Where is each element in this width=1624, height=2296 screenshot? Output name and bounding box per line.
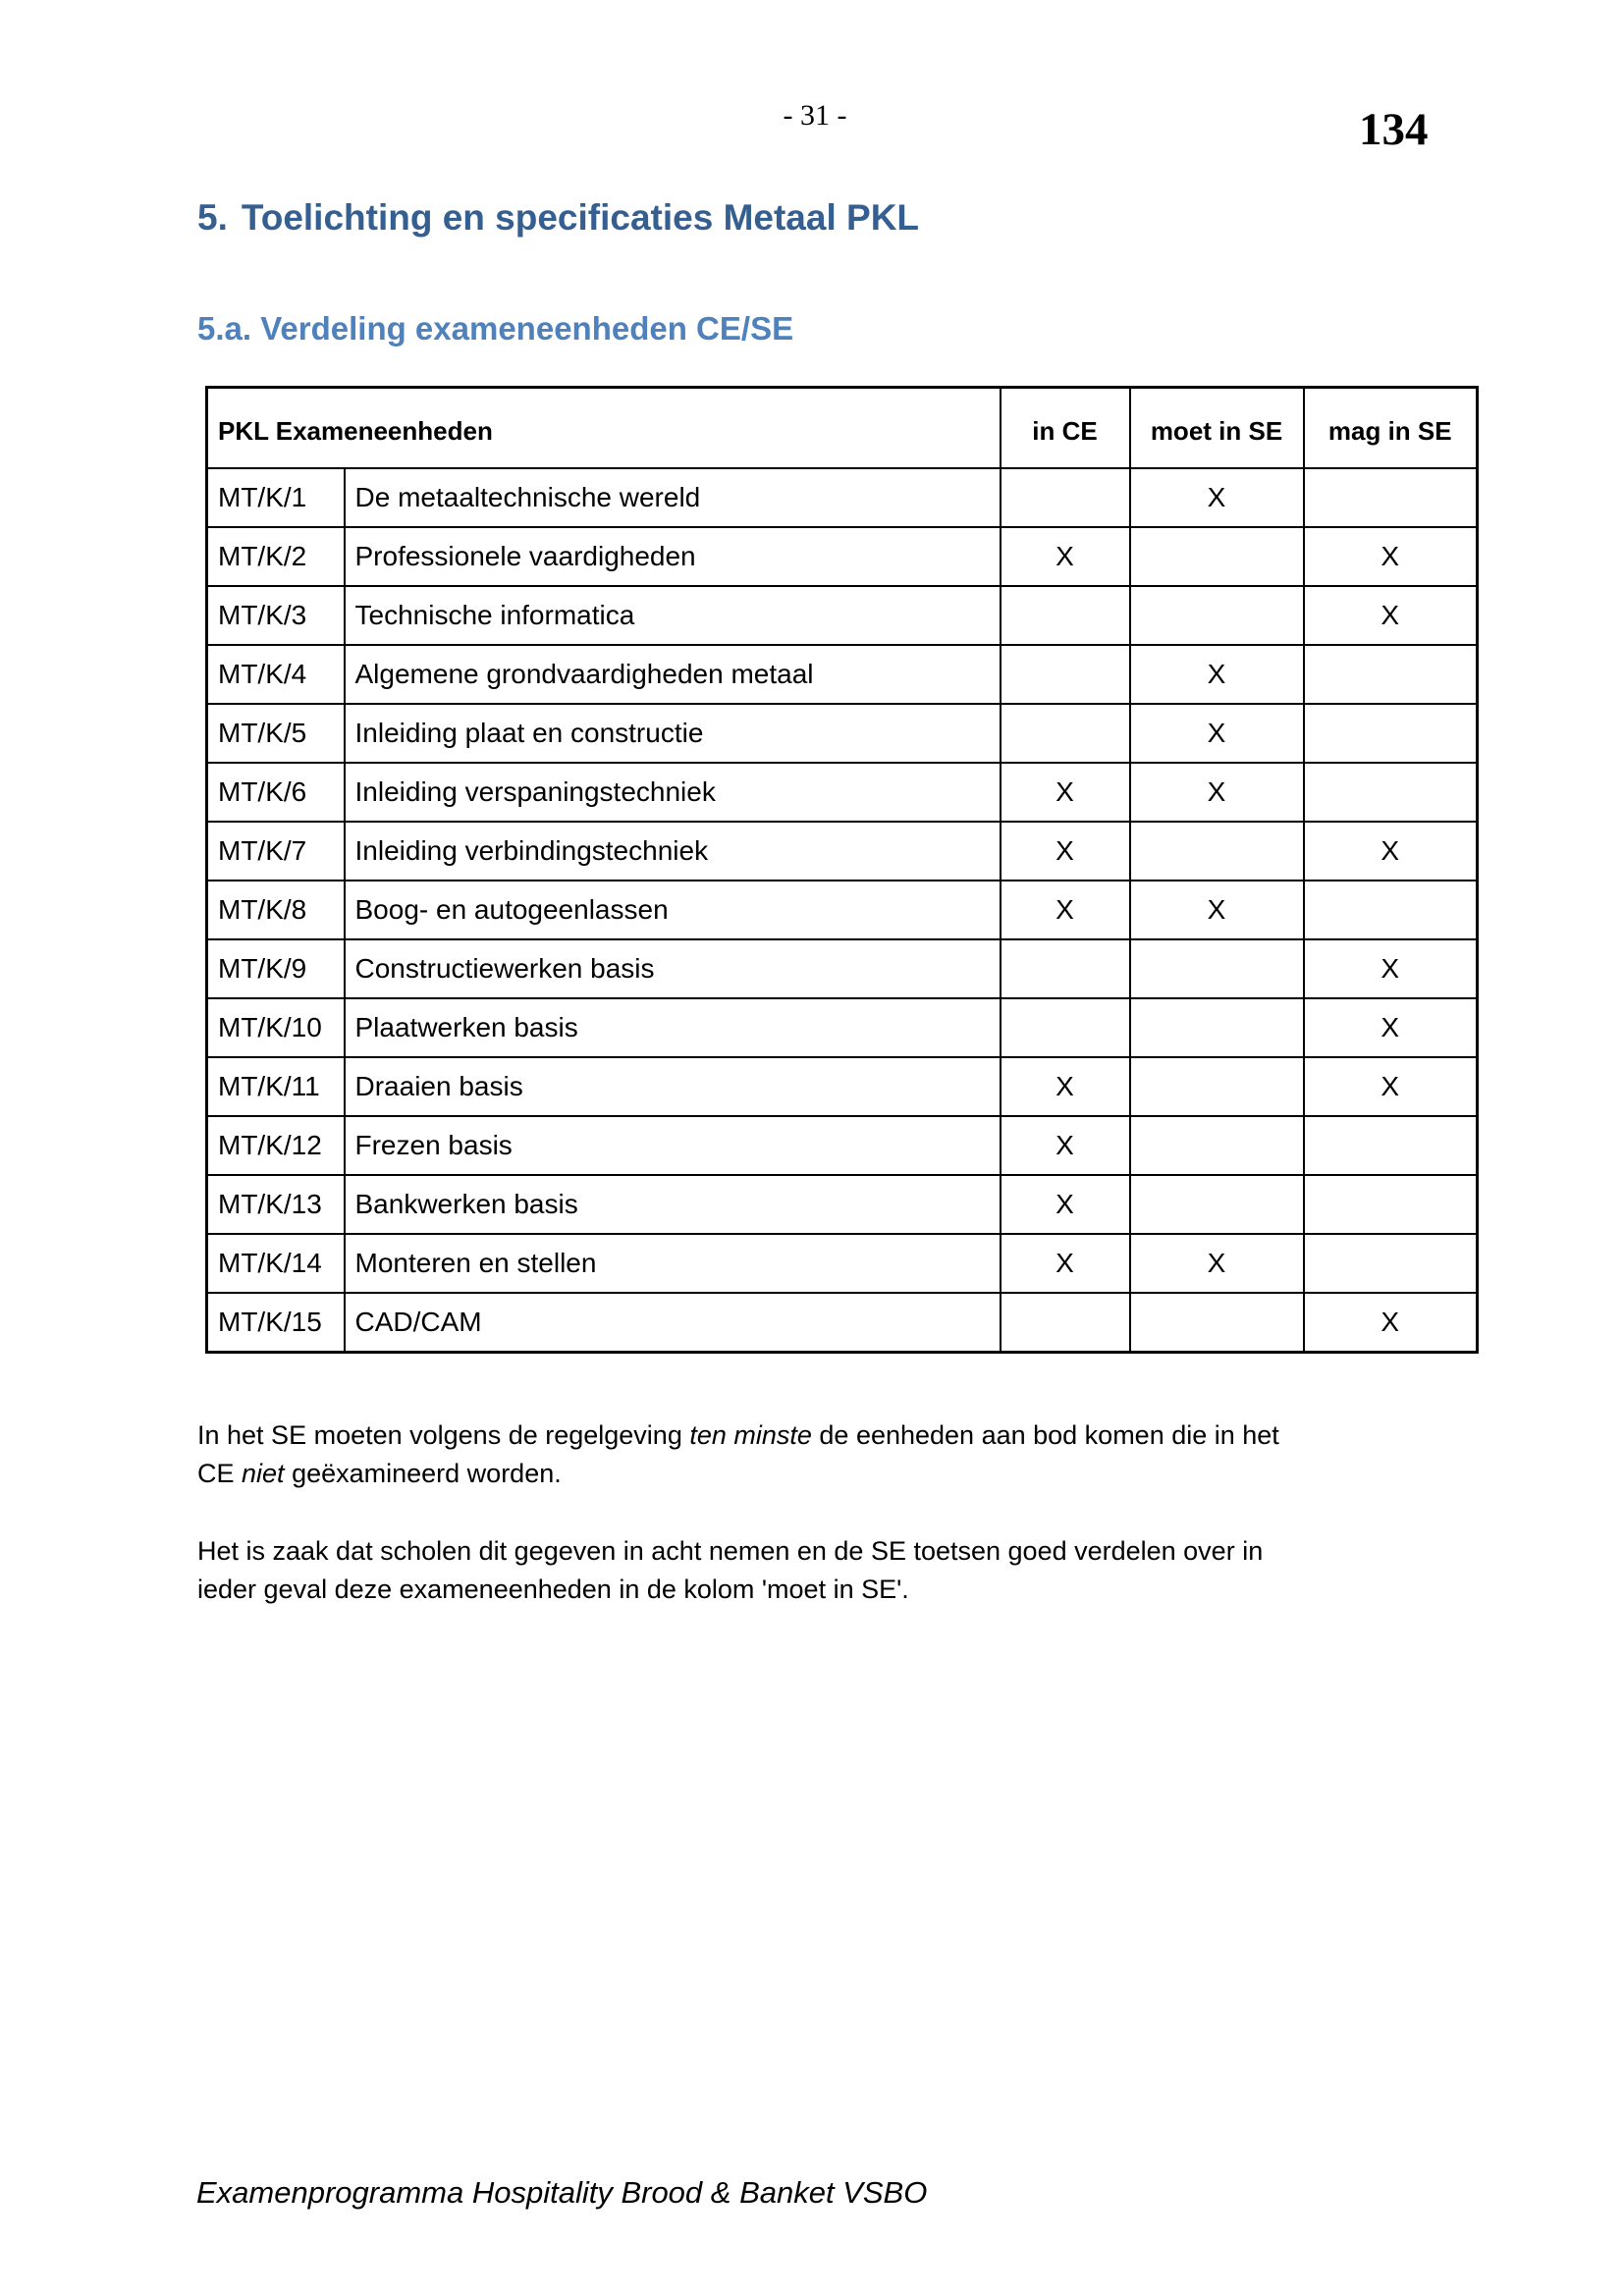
unit-name-cell: De metaaltechnische wereld bbox=[345, 468, 1001, 527]
column-header-units: PKL Exameneenheden bbox=[207, 388, 1001, 469]
table-row bbox=[207, 704, 1478, 763]
in-ce-cell bbox=[1001, 939, 1130, 998]
mag-in-se-cell bbox=[1304, 763, 1478, 822]
table-row bbox=[207, 822, 1478, 881]
table-row bbox=[207, 527, 1478, 586]
unit-code-cell: MT/K/8 bbox=[207, 881, 345, 939]
page-footer: Examenprogramma Hospitality Brood & Banket VSBO bbox=[196, 2175, 928, 2210]
mag-in-se-cell bbox=[1304, 1175, 1478, 1234]
unit-name-cell: Algemene grondvaardigheden metaal bbox=[345, 645, 1001, 704]
text-run: In het SE moeten volgens de regelgeving bbox=[197, 1420, 690, 1450]
table-row bbox=[207, 1175, 1478, 1234]
moet-in-se-cell bbox=[1130, 527, 1304, 586]
unit-name-cell: Constructiewerken basis bbox=[345, 939, 1001, 998]
in-ce-cell: X bbox=[1001, 1234, 1130, 1293]
unit-name-cell: CAD/CAM bbox=[345, 1293, 1001, 1353]
exam-units-table bbox=[205, 386, 1479, 1354]
in-ce-cell bbox=[1001, 704, 1130, 763]
table-row bbox=[207, 1057, 1478, 1116]
column-header-moet-in-se: moet in SE bbox=[1130, 388, 1304, 469]
section-title: Toelichting en specificaties Metaal PKL bbox=[241, 197, 920, 238]
unit-name-cell: Draaien basis bbox=[345, 1057, 1001, 1116]
section-heading bbox=[197, 194, 919, 241]
moet-in-se-cell: X bbox=[1130, 1234, 1304, 1293]
unit-name-cell: Professionele vaardigheden bbox=[345, 527, 1001, 586]
mag-in-se-cell bbox=[1304, 1116, 1478, 1175]
table-row bbox=[207, 998, 1478, 1057]
unit-code-cell: MT/K/11 bbox=[207, 1057, 345, 1116]
moet-in-se-cell bbox=[1130, 939, 1304, 998]
text-run: de eenheden aan bod komen die in het bbox=[811, 1420, 1279, 1450]
unit-code-cell: MT/K/14 bbox=[207, 1234, 345, 1293]
in-ce-cell: X bbox=[1001, 527, 1130, 586]
paragraph-2-line-2: ieder geval deze exameneenheden in de kolom 'moet in SE'. bbox=[197, 1575, 909, 1604]
page-number: - 31 - bbox=[783, 99, 847, 132]
paragraph-1-line-2 bbox=[197, 1455, 562, 1493]
in-ce-cell bbox=[1001, 998, 1130, 1057]
in-ce-cell bbox=[1001, 1293, 1130, 1353]
unit-name-cell: Bankwerken basis bbox=[345, 1175, 1001, 1234]
emphasis-text: niet bbox=[242, 1459, 285, 1488]
in-ce-cell: X bbox=[1001, 822, 1130, 881]
stamp-page-number: 134 bbox=[1359, 104, 1429, 155]
mag-in-se-cell: X bbox=[1304, 527, 1478, 586]
unit-code-cell: MT/K/10 bbox=[207, 998, 345, 1057]
moet-in-se-cell: X bbox=[1130, 704, 1304, 763]
mag-in-se-cell: X bbox=[1304, 998, 1478, 1057]
table-row bbox=[207, 586, 1478, 645]
in-ce-cell bbox=[1001, 645, 1130, 704]
in-ce-cell: X bbox=[1001, 1057, 1130, 1116]
mag-in-se-cell: X bbox=[1304, 822, 1478, 881]
moet-in-se-cell bbox=[1130, 1116, 1304, 1175]
unit-name-cell: Boog- en autogeenlassen bbox=[345, 881, 1001, 939]
moet-in-se-cell bbox=[1130, 1057, 1304, 1116]
unit-code-cell: MT/K/3 bbox=[207, 586, 345, 645]
unit-name-cell: Inleiding plaat en constructie bbox=[345, 704, 1001, 763]
unit-code-cell: MT/K/4 bbox=[207, 645, 345, 704]
mag-in-se-cell bbox=[1304, 1234, 1478, 1293]
subsection-heading: 5.a. Verdeling exameneenheden CE/SE bbox=[197, 310, 794, 347]
unit-code-cell: MT/K/1 bbox=[207, 468, 345, 527]
moet-in-se-cell: X bbox=[1130, 645, 1304, 704]
mag-in-se-cell bbox=[1304, 645, 1478, 704]
table-row bbox=[207, 468, 1478, 527]
unit-code-cell: MT/K/6 bbox=[207, 763, 345, 822]
paragraph-1-line-1 bbox=[197, 1416, 1279, 1455]
unit-code-cell: MT/K/15 bbox=[207, 1293, 345, 1353]
unit-code-cell: MT/K/7 bbox=[207, 822, 345, 881]
unit-code-cell: MT/K/12 bbox=[207, 1116, 345, 1175]
mag-in-se-cell: X bbox=[1304, 1293, 1478, 1353]
in-ce-cell bbox=[1001, 586, 1130, 645]
text-run: geëxamineerd worden. bbox=[284, 1459, 562, 1488]
table-row bbox=[207, 1293, 1478, 1353]
table-row bbox=[207, 763, 1478, 822]
moet-in-se-cell bbox=[1130, 822, 1304, 881]
table-row bbox=[207, 1116, 1478, 1175]
moet-in-se-cell: X bbox=[1130, 763, 1304, 822]
unit-code-cell: MT/K/5 bbox=[207, 704, 345, 763]
unit-name-cell: Inleiding verbindingstechniek bbox=[345, 822, 1001, 881]
table-row bbox=[207, 939, 1478, 998]
table-row bbox=[207, 645, 1478, 704]
moet-in-se-cell bbox=[1130, 1175, 1304, 1234]
mag-in-se-cell bbox=[1304, 704, 1478, 763]
table-row bbox=[207, 1234, 1478, 1293]
in-ce-cell: X bbox=[1001, 1175, 1130, 1234]
mag-in-se-cell: X bbox=[1304, 586, 1478, 645]
unit-name-cell: Frezen basis bbox=[345, 1116, 1001, 1175]
paragraph-2-line-1: Het is zaak dat scholen dit gegeven in acht nemen en de SE toetsen goed verdelen over in bbox=[197, 1536, 1264, 1566]
column-header-in-ce: in CE bbox=[1001, 388, 1130, 469]
mag-in-se-cell bbox=[1304, 468, 1478, 527]
mag-in-se-cell: X bbox=[1304, 1057, 1478, 1116]
unit-code-cell: MT/K/13 bbox=[207, 1175, 345, 1234]
moet-in-se-cell: X bbox=[1130, 468, 1304, 527]
unit-name-cell: Technische informatica bbox=[345, 586, 1001, 645]
unit-code-cell: MT/K/9 bbox=[207, 939, 345, 998]
unit-name-cell: Monteren en stellen bbox=[345, 1234, 1001, 1293]
moet-in-se-cell bbox=[1130, 1293, 1304, 1353]
mag-in-se-cell bbox=[1304, 881, 1478, 939]
moet-in-se-cell bbox=[1130, 586, 1304, 645]
text-run: CE bbox=[197, 1459, 243, 1488]
in-ce-cell: X bbox=[1001, 763, 1130, 822]
in-ce-cell: X bbox=[1001, 1116, 1130, 1175]
emphasis-text: ten minste bbox=[689, 1420, 812, 1450]
moet-in-se-cell: X bbox=[1130, 881, 1304, 939]
unit-code-cell: MT/K/2 bbox=[207, 527, 345, 586]
in-ce-cell: X bbox=[1001, 881, 1130, 939]
column-header-mag-in-se: mag in SE bbox=[1304, 388, 1478, 469]
table-header-row bbox=[207, 388, 1478, 469]
unit-name-cell: Plaatwerken basis bbox=[345, 998, 1001, 1057]
table-row bbox=[207, 881, 1478, 939]
unit-name-cell: Inleiding verspaningstechniek bbox=[345, 763, 1001, 822]
table-body bbox=[207, 468, 1478, 1353]
mag-in-se-cell: X bbox=[1304, 939, 1478, 998]
section-number: 5. bbox=[197, 197, 228, 238]
in-ce-cell bbox=[1001, 468, 1130, 527]
moet-in-se-cell bbox=[1130, 998, 1304, 1057]
